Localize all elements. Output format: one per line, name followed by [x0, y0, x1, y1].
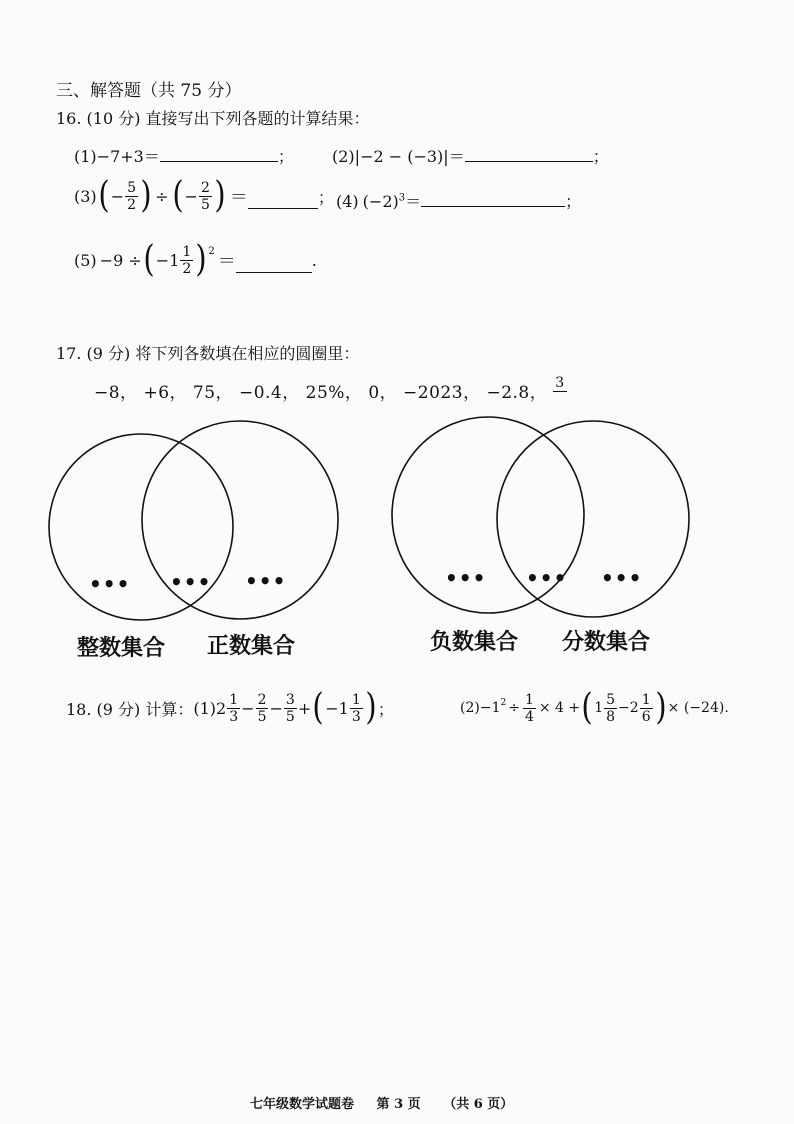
denominator: 3	[351, 708, 361, 725]
right-paren: )	[214, 175, 226, 216]
expression: |−2 − (−3)|＝	[354, 147, 465, 166]
whole-part: −1	[325, 698, 349, 718]
fraction	[284, 693, 297, 724]
denominator: 5	[200, 196, 210, 213]
numerator: 5	[127, 179, 137, 196]
part-label: (3)	[74, 186, 97, 206]
fraction	[350, 693, 363, 724]
numerator: 3	[555, 375, 565, 391]
left-paren: (	[171, 175, 184, 216]
denominator: 5	[285, 708, 295, 725]
numerator: 1	[182, 243, 192, 260]
fraction	[227, 693, 240, 724]
punctuation: .	[311, 250, 317, 270]
whole-part: 2	[629, 700, 639, 716]
expression: −7+3＝	[96, 147, 160, 166]
exponent: 2	[208, 246, 215, 257]
expression: −9 ÷	[99, 250, 142, 270]
part-label: (2)	[460, 700, 480, 716]
q18-part2	[460, 687, 729, 728]
denominator: 2	[182, 260, 192, 277]
q18-heading: 18. (9 分) 计算：	[66, 699, 194, 719]
right-paren: )	[365, 687, 377, 728]
right-paren: )	[655, 687, 667, 728]
fraction	[604, 693, 617, 724]
operator: −	[618, 700, 630, 716]
punctuation: ；	[592, 147, 609, 166]
whole-part: −1	[155, 250, 180, 270]
part-label: (5)	[74, 250, 97, 270]
left-paren: (	[581, 687, 593, 728]
left-paren: (	[98, 175, 110, 216]
denominator: 2	[127, 196, 137, 213]
numerator: 3	[285, 691, 295, 708]
equals-sign: ＝	[217, 251, 236, 272]
punctuation: ；	[277, 147, 294, 166]
left-paren: (	[312, 687, 324, 728]
footer-total-pages: （共 6 页）	[443, 1097, 514, 1112]
equals-sign: ＝	[405, 192, 422, 211]
ellipsis-integers-only: •••	[89, 572, 131, 596]
denominator: 3	[229, 708, 239, 725]
footer-page-number: 第 3 页	[376, 1097, 421, 1112]
footer	[250, 1093, 513, 1112]
numerator: 2	[200, 179, 210, 196]
label-fraction-set: 分数集合	[562, 630, 651, 655]
denominator: 8	[606, 708, 616, 725]
expression: × 4 +	[538, 700, 581, 716]
number-list-text: −8， +6， 75， −0.4， 25%， 0， −2023， −2.8，	[94, 383, 548, 403]
operator: ÷	[155, 186, 169, 206]
equals-sign: ＝	[229, 187, 248, 208]
numerator: 2	[257, 691, 267, 708]
whole-part: 1	[594, 700, 604, 716]
label-positive-set: 正数集合	[207, 634, 296, 659]
right-paren: )	[140, 175, 152, 216]
fraction	[640, 693, 653, 724]
left-paren: (	[143, 239, 155, 280]
sign: −	[110, 186, 125, 206]
ellipsis-negatives-only: •••	[445, 566, 487, 590]
expression: (−2)	[362, 192, 399, 211]
label-negative-set: 负数集合	[430, 630, 519, 655]
right-paren: )	[195, 239, 207, 280]
fraction	[256, 693, 269, 724]
fraction	[523, 693, 536, 724]
ellipsis-fractions-only: •••	[601, 566, 643, 590]
ellipsis-negatives-fractions: •••	[526, 566, 568, 590]
operator: −	[241, 698, 255, 718]
punctuation: ；	[377, 699, 394, 719]
numerator: 1	[524, 691, 534, 708]
exponent: 2	[500, 698, 507, 708]
part-label: (1)	[74, 147, 97, 166]
punctuation: ；	[317, 187, 334, 207]
footer-subject: 七年级数学试题卷	[250, 1097, 355, 1112]
expression: −1	[479, 700, 501, 716]
expression: × (−24).	[667, 700, 729, 716]
part-label: (2)	[332, 147, 355, 166]
whole-part: 2	[216, 698, 227, 718]
operator: +	[297, 698, 312, 718]
denominator: 5	[257, 708, 267, 725]
operator: −	[269, 698, 283, 718]
part-label: (4)	[336, 192, 359, 211]
punctuation: ；	[565, 192, 582, 211]
section-title: 三、解答题（共 75 分）	[56, 81, 242, 101]
numerator: 1	[229, 691, 239, 708]
denominator: 4	[524, 708, 534, 725]
operator: ÷	[508, 700, 520, 716]
ellipsis-integers-positives: •••	[170, 570, 212, 594]
q16-heading: 16. (10 分) 直接写出下列各题的计算结果：	[56, 109, 370, 128]
q18-part1	[66, 687, 394, 728]
ellipsis-positives-only: •••	[245, 569, 287, 593]
denominator: 6	[641, 708, 651, 725]
q17-heading: 17. (9 分) 将下列各数填在相应的圆圈里：	[56, 344, 360, 363]
sign: −	[184, 186, 198, 206]
numerator: 5	[606, 691, 616, 708]
exponent: 3	[398, 192, 406, 204]
numerator: 1	[641, 691, 651, 708]
part-label: (1)	[193, 698, 217, 718]
numerator: 1	[351, 691, 361, 708]
label-integer-set: 整数集合	[77, 636, 166, 661]
